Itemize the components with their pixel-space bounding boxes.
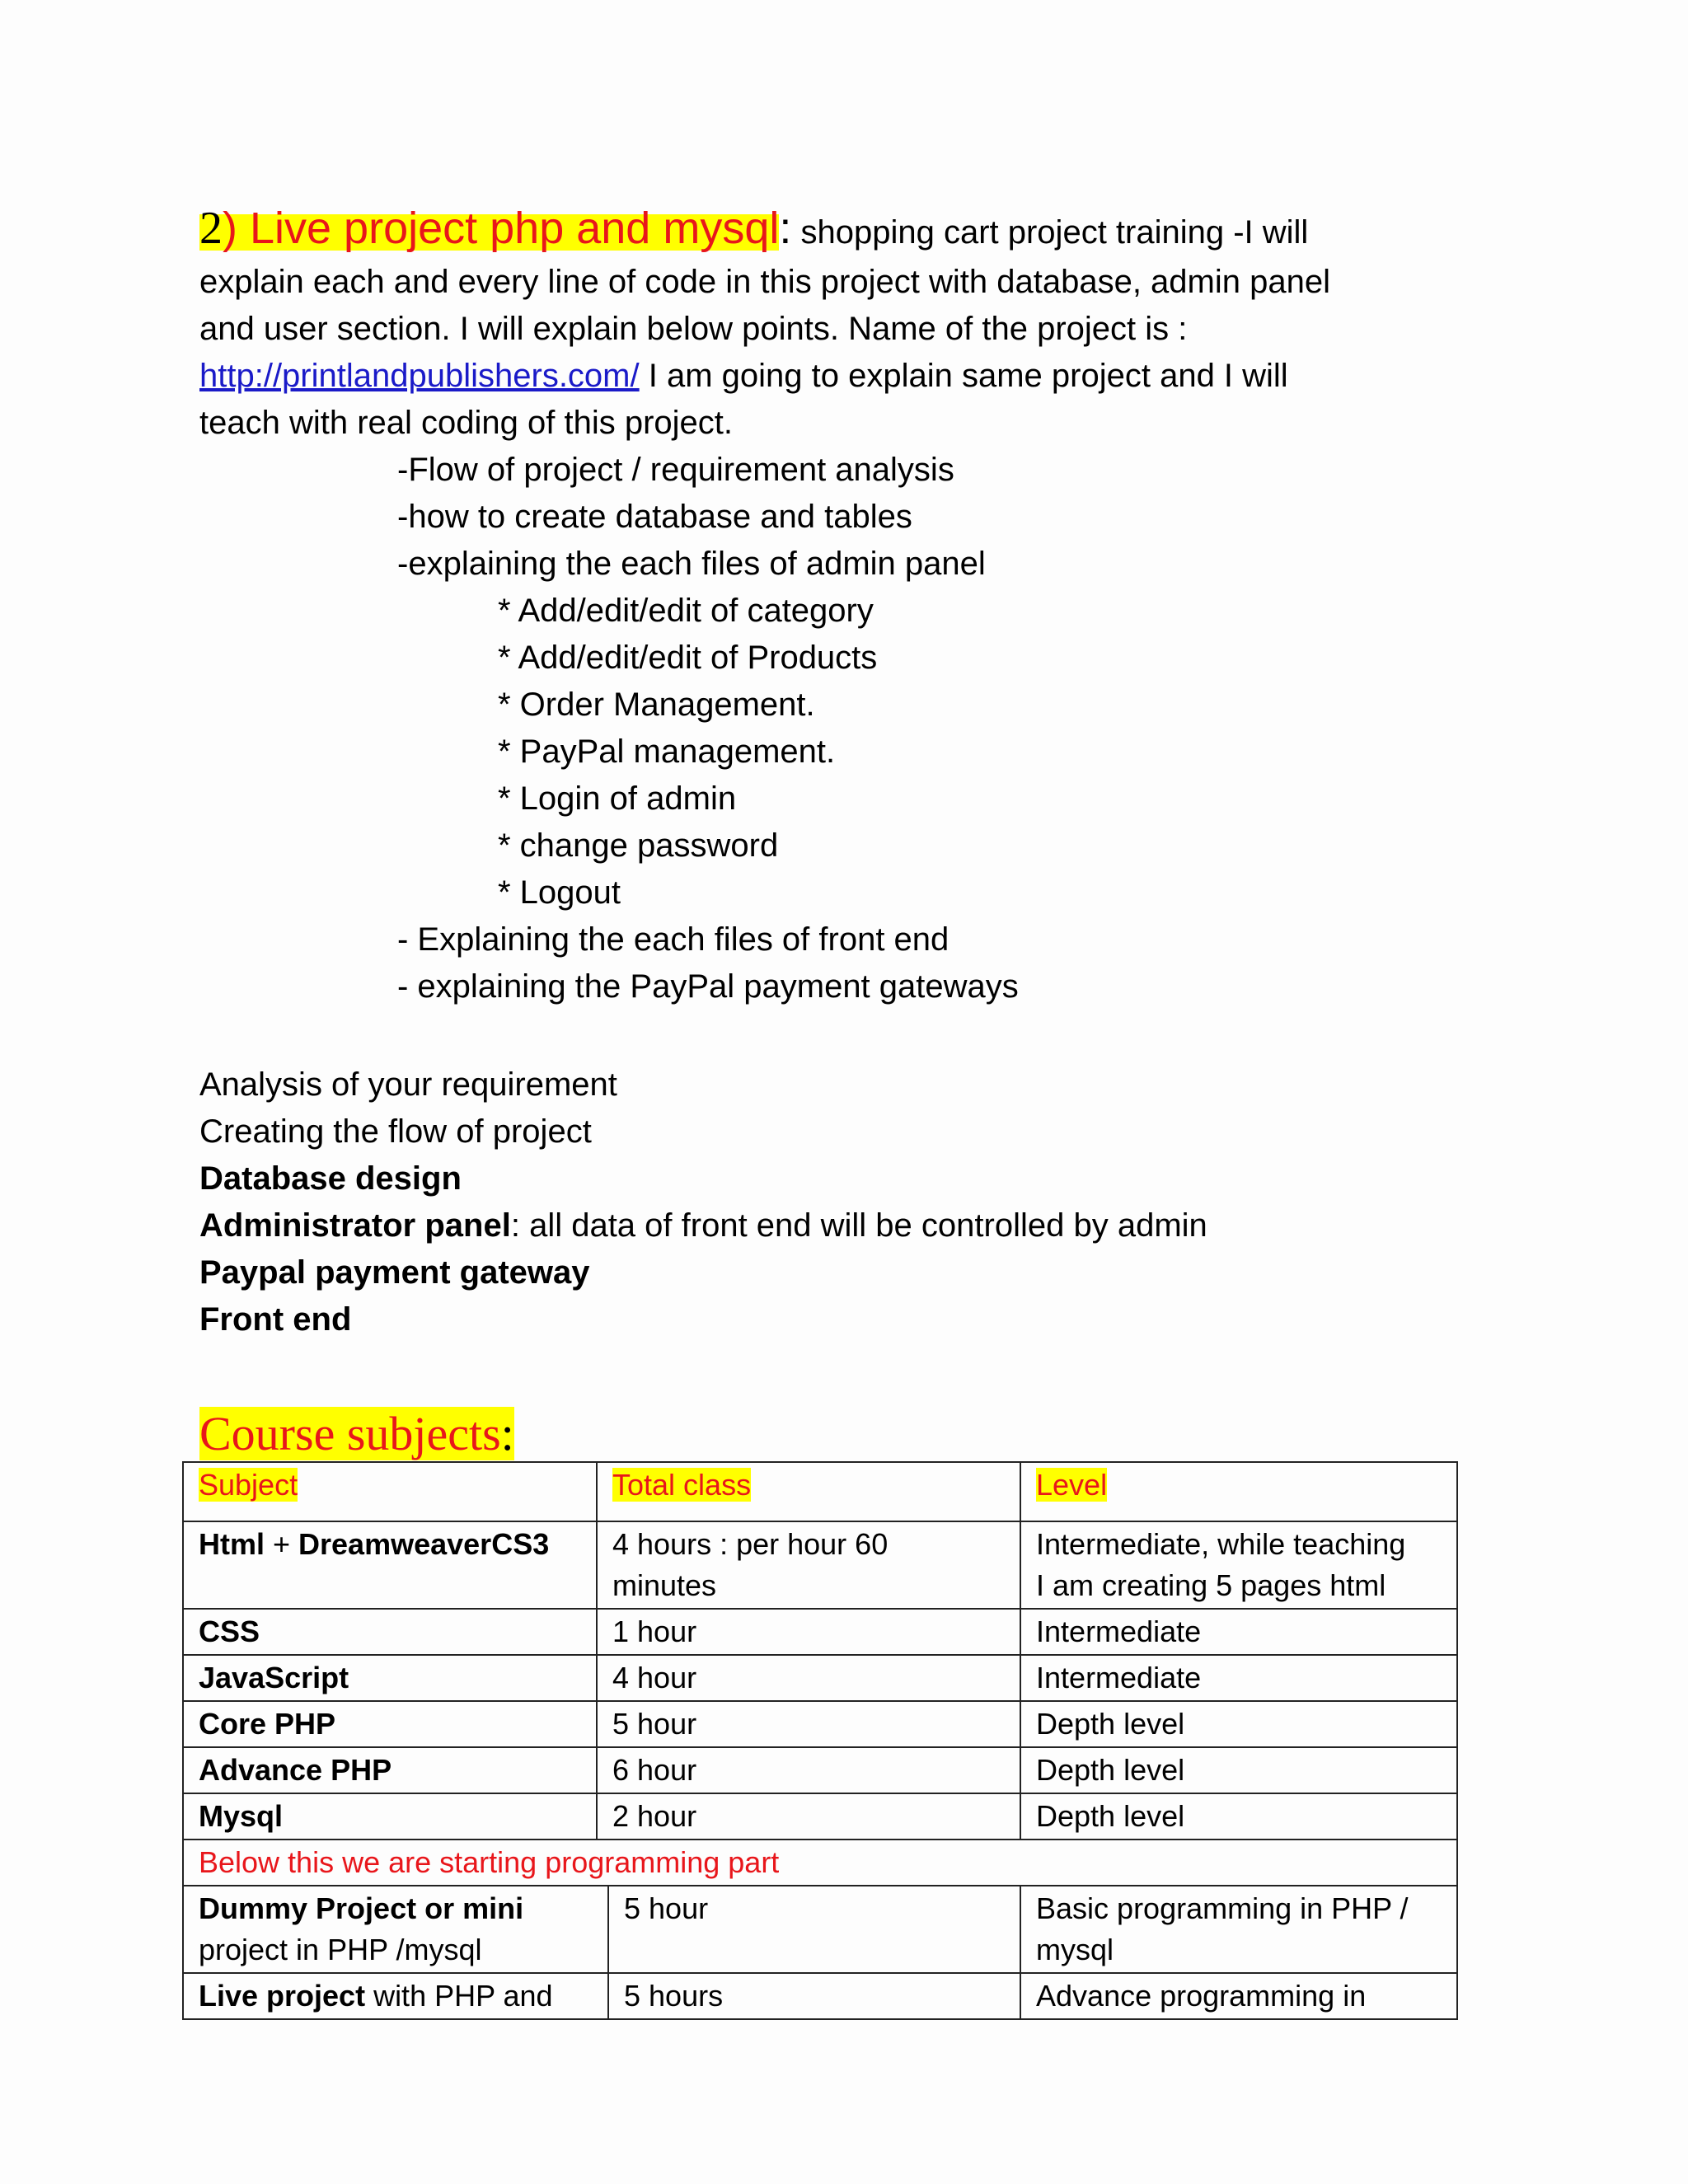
subject-text: + xyxy=(265,1527,299,1561)
table-header-row xyxy=(183,1462,1457,1521)
level-cell: Depth level xyxy=(1020,1793,1457,1840)
intro-line-2: explain each and every line of code in this project with database, admin panel xyxy=(199,264,1330,300)
admin-subpoint: * PayPal management. xyxy=(498,733,836,770)
separator-text: Below this we are starting programming part xyxy=(183,1840,1457,1886)
subject-cell: Core PHP xyxy=(183,1701,597,1747)
total-cell: 4 hour xyxy=(597,1655,1020,1701)
project-url-link[interactable]: http://printlandpublishers.com/ xyxy=(199,358,640,394)
header-cell xyxy=(1020,1462,1457,1521)
subject-cell: JavaScript xyxy=(183,1655,597,1701)
intro-line-4 xyxy=(199,353,1288,400)
subject-text: Html xyxy=(199,1527,265,1561)
point-item: - explaining the PayPal payment gateways xyxy=(397,968,1019,1005)
header-subject: Subject xyxy=(199,1468,298,1502)
level-cell: Intermediate xyxy=(1020,1609,1457,1655)
subject-text: DreamweaverCS3 xyxy=(298,1527,550,1561)
intro-line-1: shopping cart project training -I will xyxy=(791,214,1309,251)
table-row xyxy=(183,1521,1457,1609)
point-item: -explaining the each files of admin panel xyxy=(397,546,986,582)
step-admin-label: Administrator panel xyxy=(199,1207,511,1244)
level-cell: Advance programming in xyxy=(1020,1973,1457,2019)
admin-subpoint: * Add/edit/edit of Products xyxy=(498,640,878,676)
step-flow: Creating the flow of project xyxy=(199,1113,592,1150)
intro-line-5: teach with real coding of this project. xyxy=(199,405,734,441)
section-heading-highlight xyxy=(199,203,780,254)
level-text: Intermediate, while teaching xyxy=(1036,1527,1406,1561)
table-row xyxy=(183,1973,1457,2019)
table-row xyxy=(183,1655,1457,1701)
step-admin-desc: : all data of front end will be controlled by admin xyxy=(510,1207,1207,1244)
section-title: ) Live project php and mysql xyxy=(223,204,780,253)
table-row xyxy=(183,1793,1457,1840)
table-row xyxy=(183,1609,1457,1655)
subject-cell xyxy=(183,1521,597,1609)
subject-text: Dummy Project or mini xyxy=(199,1891,524,1925)
point-item: - Explaining the each files of front end xyxy=(397,921,950,958)
total-text: minutes xyxy=(612,1568,717,1602)
section-heading-line xyxy=(199,201,1308,260)
separator-row xyxy=(183,1840,1457,1886)
course-title-colon: : xyxy=(500,1407,514,1460)
total-cell: 2 hour xyxy=(597,1793,1020,1840)
level-cell: Intermediate xyxy=(1020,1655,1457,1701)
level-text: I am creating 5 pages html xyxy=(1036,1568,1386,1602)
total-text: 4 hours : per hour 60 xyxy=(612,1527,889,1561)
table-row xyxy=(183,1747,1457,1793)
point-item: -how to create database and tables xyxy=(397,499,912,535)
admin-subpoint: * Add/edit/edit of category xyxy=(498,593,874,629)
intro-line-4-rest: I am going to explain same project and I will xyxy=(639,358,1288,394)
step-database: Database design xyxy=(199,1160,462,1197)
header-cell xyxy=(597,1462,1020,1521)
table-row xyxy=(183,1701,1457,1747)
step-admin xyxy=(199,1202,1207,1249)
subject-text: with PHP and xyxy=(365,1979,553,2013)
level-cell xyxy=(1020,1521,1457,1609)
level-cell: Depth level xyxy=(1020,1701,1457,1747)
level-text: Basic programming in PHP / xyxy=(1036,1891,1409,1925)
total-cell: 5 hour xyxy=(608,1886,1020,1973)
section-number: 2 xyxy=(199,203,223,254)
step-paypal: Paypal payment gateway xyxy=(199,1254,590,1291)
level-text: mysql xyxy=(1036,1933,1114,1966)
intro-line-3: and user section. I will explain below points. Name of the project is : xyxy=(199,311,1188,347)
level-cell xyxy=(1020,1886,1457,1973)
admin-subpoint: * Logout xyxy=(498,874,621,911)
course-heading-highlight xyxy=(199,1407,514,1460)
total-cell: 1 hour xyxy=(597,1609,1020,1655)
header-cell xyxy=(183,1462,597,1521)
admin-subpoint: * Order Management. xyxy=(498,687,815,723)
subject-cell: Mysql xyxy=(183,1793,597,1840)
subject-cell xyxy=(183,1973,608,2019)
total-cell: 5 hours xyxy=(608,1973,1020,2019)
table-row xyxy=(183,1886,1457,1973)
subject-text: Live project xyxy=(199,1979,366,2013)
header-total-class: Total class xyxy=(612,1468,752,1502)
step-analysis: Analysis of your requirement xyxy=(199,1066,617,1103)
header-level: Level xyxy=(1036,1468,1108,1502)
total-cell: 6 hour xyxy=(597,1747,1020,1793)
course-title: Course subjects xyxy=(199,1407,501,1460)
course-table xyxy=(182,1461,1458,2020)
subject-cell: CSS xyxy=(183,1609,597,1655)
total-cell: 5 hour xyxy=(597,1701,1020,1747)
point-item: -Flow of project / requirement analysis xyxy=(397,452,954,488)
section-title-colon: : xyxy=(779,204,792,253)
subject-cell: Advance PHP xyxy=(183,1747,597,1793)
level-cell: Depth level xyxy=(1020,1747,1457,1793)
total-cell xyxy=(597,1521,1020,1609)
admin-subpoint: * change password xyxy=(498,827,779,864)
admin-subpoint: * Login of admin xyxy=(498,780,737,817)
course-heading xyxy=(199,1405,514,1463)
subject-text: project in PHP /mysql xyxy=(199,1933,482,1966)
subject-cell xyxy=(183,1886,608,1973)
step-frontend: Front end xyxy=(199,1301,352,1338)
